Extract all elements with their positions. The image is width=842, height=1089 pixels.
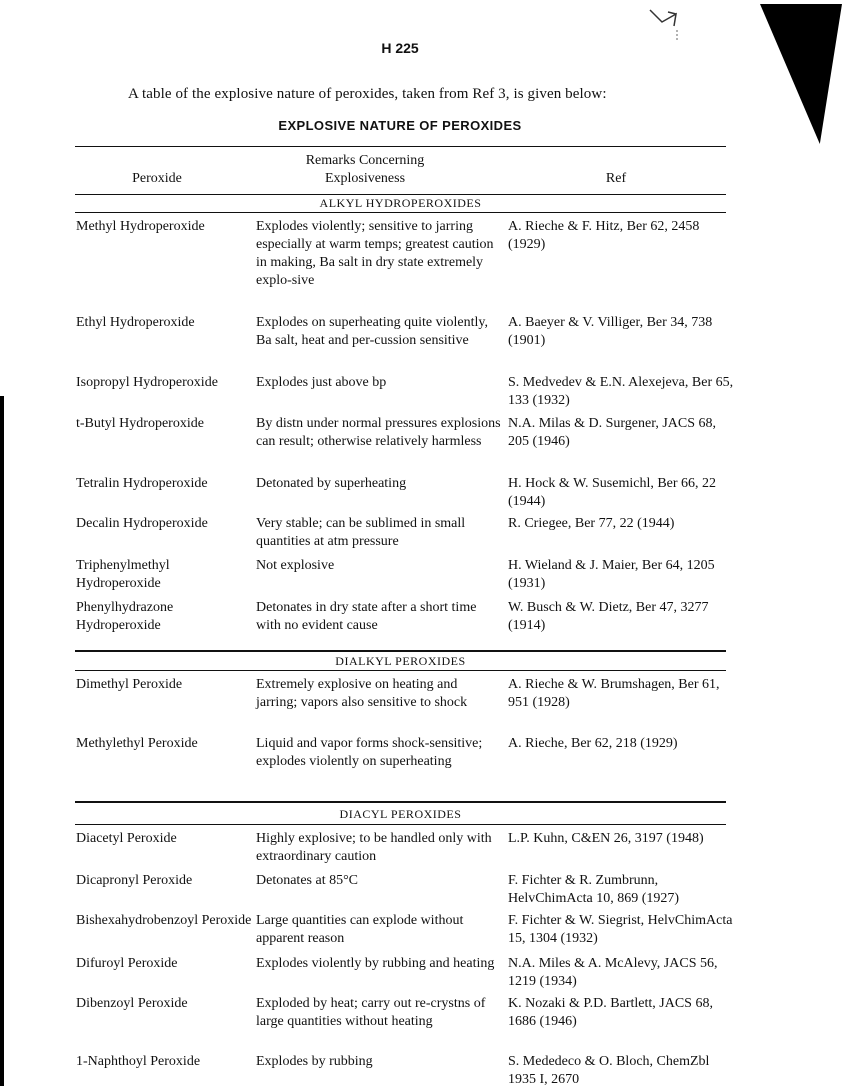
explosiveness-remarks: Explodes just above bp [256, 375, 387, 390]
reference: S. Medvedev & E.N. Alexejeva, Ber 65, 133 (1932) [508, 375, 734, 408]
peroxide-name: Dibenzoyl Peroxide [76, 996, 188, 1011]
reference: R. Criegee, Ber 77, 22 (1944) [508, 516, 675, 531]
section-rule-bottom [75, 824, 726, 825]
reference: F. Fichter & R. Zumbrunn, HelvChimActa 10, 869 (1927) [508, 873, 680, 906]
explosiveness-remarks: Detonates in dry state after a short time with no evident cause [256, 600, 477, 633]
section-title: DIALKYL PEROXIDES [335, 654, 466, 668]
peroxide-name: Dimethyl Peroxide [76, 677, 183, 692]
peroxide-name: Diacetyl Peroxide [76, 831, 177, 846]
peroxide-name: Difuroyl Peroxide [76, 956, 178, 971]
reference: W. Busch & W. Dietz, Ber 47, 3277 (1914) [508, 600, 709, 633]
explosiveness-remarks: Detonates at 85°C [256, 873, 359, 888]
peroxide-name: Methyl Hydroperoxide [76, 219, 205, 234]
peroxide-name: Phenylhydrazone Hydroperoxide [76, 600, 174, 633]
explosiveness-remarks: Explodes violently by rubbing and heating [256, 956, 495, 971]
scan-edge [0, 396, 4, 1086]
reference: H. Hock & W. Susemichl, Ber 66, 22 (1944) [508, 476, 717, 509]
reference: L.P. Kuhn, C&EN 26, 3197 (1948) [508, 831, 704, 846]
peroxide-name: Methylethyl Peroxide [76, 736, 198, 751]
peroxide-name: 1-Naphthoyl Peroxide [76, 1054, 201, 1069]
table-top-rule [75, 146, 726, 147]
explosiveness-remarks: Very stable; can be sublimed in small quantities at atm pressure [256, 516, 466, 549]
column-header-remarks-line2: Explosiveness [324, 171, 406, 186]
explosiveness-remarks: Liquid and vapor forms shock-sensitive; explodes violently on superheating [256, 736, 483, 769]
reference: N.A. Miles & A. McAlevy, JACS 56, 1219 (1934) [508, 956, 718, 989]
peroxide-name: Decalin Hydroperoxide [76, 516, 208, 531]
column-header-remarks-line1: Remarks Concerning [305, 153, 425, 168]
explosiveness-remarks: Explodes by rubbing [256, 1054, 373, 1069]
reference: A. Rieche, Ber 62, 218 (1929) [508, 736, 678, 751]
reference: A. Baeyer & V. Villiger, Ber 34, 738 (1901) [508, 315, 713, 348]
explosiveness-remarks: By distn under normal pressures explosions can result; otherwise relatively harmless [256, 416, 501, 449]
peroxide-name: Triphenylmethyl Hydroperoxide [76, 558, 170, 591]
reference: H. Wieland & J. Maier, Ber 64, 1205 (1931) [508, 558, 715, 591]
section-rule-bottom [75, 670, 726, 671]
section-rule-top [75, 650, 726, 652]
peroxide-name: Tetralin Hydroperoxide [76, 476, 208, 491]
explosiveness-remarks: Explodes on superheating quite violently, Ba salt, heat and per-cussion sensitive [256, 315, 488, 348]
page-number: H 225 [381, 40, 419, 56]
reference: A. Rieche & F. Hitz, Ber 62, 2458 (1929) [508, 219, 700, 252]
table-title: EXPLOSIVE NATURE OF PEROXIDES [278, 118, 522, 133]
explosiveness-remarks: Highly explosive; to be handled only with extraordinary caution [256, 831, 492, 864]
section-title: ALKYL HYDROPEROXIDES [319, 196, 482, 210]
intro-paragraph: A table of the explosive nature of peroxides, taken from Ref 3, is given below: [128, 86, 607, 102]
reference: S. Mededeco & O. Bloch, ChemZbl 1935 I, 2670 [508, 1054, 710, 1087]
reference: N.A. Milas & D. Surgener, JACS 68, 205 (1946) [508, 416, 717, 449]
explosiveness-remarks: Explodes violently; sensitive to jarring especially at warm temps; greatest caution in making, Ba salt in dry state extremely explo-sive [256, 219, 494, 288]
explosiveness-remarks: Detonated by superheating [256, 476, 407, 491]
section-title: DIACYL PEROXIDES [339, 807, 462, 821]
peroxide-name: Bishexahydrobenzoyl Peroxide [76, 913, 252, 928]
section-rule-top [75, 801, 726, 803]
section-rule-bottom [75, 212, 726, 213]
explosiveness-remarks: Exploded by heat; carry out re-crystns of large quantities without heating [256, 996, 486, 1029]
column-header-peroxide: Peroxide [132, 171, 182, 186]
reference: K. Nozaki & P.D. Bartlett, JACS 68, 1686 (1946) [508, 996, 713, 1029]
column-header-ref: Ref [605, 171, 627, 186]
reference: F. Fichter & W. Siegrist, HelvChimActa 15, 1304 (1932) [508, 913, 733, 946]
explosiveness-remarks: Large quantities can explode without apparent reason [256, 913, 464, 946]
explosiveness-remarks: Extremely explosive on heating and jarring; vapors also sensitive to shock [256, 677, 468, 710]
explosiveness-remarks: Not explosive [256, 558, 335, 573]
peroxide-name: Isopropyl Hydroperoxide [76, 375, 218, 390]
reference: A. Rieche & W. Brumshagen, Ber 61, 951 (1928) [508, 677, 720, 710]
peroxide-name: Dicapronyl Peroxide [76, 873, 193, 888]
peroxide-name: Ethyl Hydroperoxide [76, 315, 195, 330]
peroxide-name: t-Butyl Hydroperoxide [76, 416, 204, 431]
